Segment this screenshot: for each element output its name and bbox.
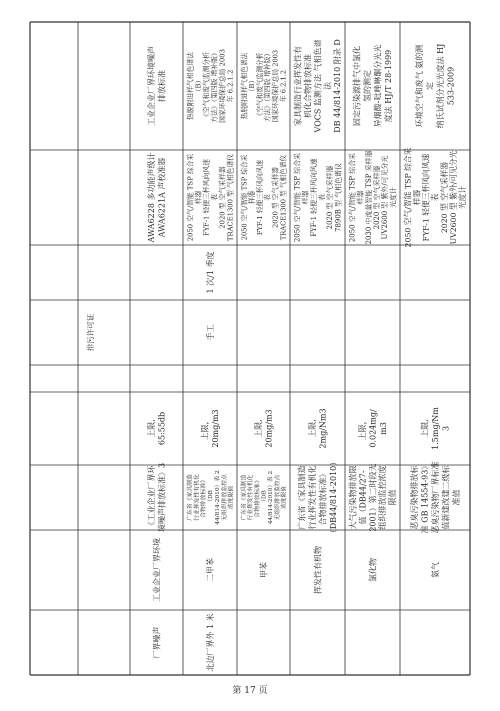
cell-pollutant — [367, 558, 377, 582]
equipment-text: 表 — [430, 193, 440, 202]
cell-equipment — [239, 154, 287, 240]
equipment-text: 样器 — [248, 190, 257, 205]
cell-analysis — [185, 49, 234, 123]
limit-text: 1.5mg/Nm — [430, 407, 440, 450]
permit-text: 排污许可证 — [86, 313, 95, 352]
analysis-text: 异烟酸-吡唑啉酮分光光 — [373, 44, 383, 128]
standard-text: 2001）第二时段无 — [368, 463, 378, 532]
standard-text: 限值 — [387, 489, 397, 506]
analysis-text: 排放标准 — [157, 70, 167, 102]
analysis-text: 年 6.2.1.2 — [279, 69, 288, 103]
analysis-text: 533-2009 — [446, 66, 456, 106]
standard-text: 组织排放监控浓度 — [378, 465, 388, 530]
equipment-text: 光度计 — [458, 185, 468, 210]
standard-text: 恶臭污染物排放标 — [409, 465, 419, 530]
standard-text: 行业挥发性有机化 — [194, 474, 201, 521]
analysis-text: 《空气和废气监测分析 — [202, 52, 211, 120]
cell-limit — [253, 409, 273, 447]
equipment-text: 表 — [318, 194, 327, 201]
analysis-text: 机化合物排放标准 — [303, 54, 313, 118]
standard-text: （DB — [261, 490, 268, 505]
analysis-text: 热脱附进样气相色谱法 — [186, 52, 195, 120]
equipment-text: AWA6221A 声校准器 — [157, 157, 167, 238]
equipment-text: 2020 型 空气采样器 — [326, 165, 335, 230]
analysis-text: DB 44/814-2010 附录 D — [332, 39, 342, 133]
equipment-text: 样器 — [194, 190, 203, 205]
cell-limit — [419, 407, 450, 450]
equipment-text: TRACE1300 型 气相色谱仪 — [226, 153, 235, 242]
standard-text: 准 GB 14554-93》 — [420, 461, 430, 534]
standard-text: 44/814-2010）表 2 — [214, 470, 221, 525]
cell-permit — [85, 313, 95, 351]
limit-text: 上限, — [308, 419, 318, 438]
standard-text: 合物排放标准》 — [201, 477, 208, 518]
equipment-text: 2050 空气/智能 TSP 综合采 — [186, 153, 195, 242]
frequency-text: 1 次/1 季度 — [205, 251, 215, 294]
equipment-text: 2050 空气/智能 TSP 综合采 — [240, 154, 249, 241]
pollutant-text: 氨气 — [430, 562, 440, 578]
standard-text: 恶臭污染物厂界标准 — [430, 461, 440, 534]
standard-text: 行业挥发性有机化 — [248, 474, 255, 521]
analysis-text: 年 6.2.1.2 — [226, 69, 235, 103]
analysis-text: 氢的测定 — [363, 70, 373, 102]
analysis-text: 《空气和废气监测分析 — [255, 52, 264, 120]
equipment-text: 光度计 — [389, 187, 398, 208]
analysis-text: 方法》（第四版 增补版） — [263, 49, 272, 123]
analysis-text: 法 — [323, 82, 333, 90]
analysis-text: 纳氏试剂分光光度法 HJ — [436, 43, 446, 129]
cell-limit — [200, 409, 221, 447]
cell-section — [151, 627, 161, 659]
cell-equipment — [185, 154, 234, 242]
equipment-text: 2020 型 空气采样器 — [439, 161, 449, 234]
analysis-text: 环境空气和废气 氨的测 — [415, 44, 425, 128]
cell-standard — [348, 463, 397, 531]
limit-text: 65:55db — [157, 411, 167, 446]
cell-limit — [146, 412, 167, 445]
limit-text: 2mg/Nm3 — [318, 408, 328, 449]
standard-text: 值（DB44/27- — [358, 470, 368, 525]
limit-text: 20mg/m3 — [264, 409, 274, 448]
cell-standard — [239, 470, 287, 524]
equipment-text: TRACE1300 型 气相色谱仪 — [279, 154, 288, 241]
limit-text: 上限， — [357, 416, 367, 441]
cell-equipment — [293, 153, 343, 242]
equipment-text: 2020 型 空气采样器 — [218, 166, 227, 229]
method-text: 手工 — [205, 324, 215, 341]
page-number: 第 17 页 — [232, 686, 268, 696]
equipment-text: 2050 空气/智能 TSP 综合采 — [403, 147, 413, 248]
section-text: 厂界噪声 — [152, 626, 162, 659]
cell-section — [205, 613, 215, 671]
standard-text: （DB44/814-2010） — [329, 457, 339, 538]
analysis-text: 固定污染源排气中氯化 — [352, 46, 362, 126]
cell-analysis — [293, 39, 342, 133]
cell-equipment — [146, 153, 167, 244]
standard-text: （DB — [208, 490, 215, 505]
equipment-text: UV2600 型 紫外/可见分光 — [381, 155, 390, 240]
pollutant-text: 挥发性有机物 — [313, 546, 323, 594]
cell-equipment — [402, 147, 467, 247]
cell-pollutant — [430, 562, 440, 578]
cell-standard — [409, 462, 461, 534]
table-cells — [85, 39, 467, 671]
cell-analysis — [414, 44, 456, 129]
equipment-text: 2050 空气/智能 TSP 综合采 — [293, 152, 302, 243]
standard-text: 《工业企业厂界环 — [147, 465, 157, 530]
equipment-text: AWA6228 多功能声级计 — [147, 152, 157, 243]
cell-pollutant — [151, 538, 161, 602]
limit-text: 0.024mg/ — [368, 409, 378, 448]
cell-equipment — [348, 151, 398, 245]
standard-text: 准值 — [451, 489, 461, 506]
equipment-text: 样器 — [301, 190, 310, 205]
standard-text: 行业挥发性有机化 — [308, 465, 318, 530]
standard-text: 境噪声排放标准》3 — [157, 462, 167, 533]
analysis-text: 家具制造行业挥发性有 — [293, 46, 303, 126]
analysis-text: 热脱附进样气相色谱法 — [240, 52, 249, 120]
equipment-text: 2020 型 空气采样器 — [271, 166, 280, 229]
section-text: 北边厂界外 1 米 — [205, 613, 215, 672]
equipment-text: 7890B 型 气相色谱仪 — [334, 163, 343, 232]
standard-text: 大气污染物排放限 — [348, 465, 358, 530]
standard-text: 合物排放标准》 — [318, 469, 328, 526]
cell-pollutant — [312, 546, 322, 594]
standard-text: 合物排放标准》 — [254, 477, 261, 518]
cell-standard — [297, 458, 339, 538]
pollutant-text: 甲苯 — [259, 562, 269, 578]
standard-text: 值新建改建二级标 — [441, 465, 451, 530]
analysis-text: 度法 HJ/T 28-1999 — [384, 49, 394, 123]
standard-text: 广东省《家具制造 — [187, 474, 194, 521]
standard-text: 44/814-2010）表 2 — [268, 470, 275, 525]
equipment-text: 样器 — [356, 190, 365, 205]
cell-pollutant — [205, 558, 215, 582]
equipment-text: 2020 型 空气采样器 — [373, 165, 382, 230]
limit-text: 上限, — [147, 419, 157, 438]
cell-pollutant — [258, 562, 268, 578]
equipment-text: 样器 — [412, 189, 422, 206]
cell-frequency — [205, 252, 215, 294]
standard-text: 广东省《家具制造 — [297, 465, 307, 530]
standard-text: 浓度限值 — [281, 486, 288, 509]
equipment-text: FYF-1 轻便三杯风向风速 — [255, 159, 264, 236]
analysis-text: 国家环境保护总局 2003 — [218, 49, 227, 123]
analysis-text: 国家环境保护总局 2003 — [271, 49, 280, 123]
analysis-text: （B） — [194, 76, 203, 96]
table-grid — [30, 22, 470, 675]
limit-text: 上限, — [254, 419, 264, 438]
analysis-text: 方法》（第四版 增补版） — [210, 49, 219, 123]
cell-method — [205, 325, 215, 341]
limit-text: 20mg/m3 — [211, 409, 221, 448]
pollutant-text: 氯化物 — [368, 558, 378, 582]
analysis-text: 定 — [425, 82, 435, 90]
limit-text: 3 — [441, 425, 451, 432]
pollutant-text: 工业企业厂界环境 — [152, 538, 162, 602]
cell-analysis — [146, 46, 167, 126]
equipment-text: 2030 中流量智能 TSP 采样器 — [364, 150, 373, 245]
standard-text: 浓度限值 — [228, 485, 235, 510]
standard-text: 无组织排放监控点 — [221, 474, 228, 521]
equipment-text: 表 — [210, 194, 219, 201]
cell-standard — [185, 470, 234, 525]
equipment-text: 表 — [263, 194, 272, 201]
analysis-text: （B） — [248, 76, 257, 96]
limit-text: m3 — [378, 422, 388, 435]
limit-text: 上限, — [420, 419, 430, 438]
equipment-text: FYF-1 轻便三杯风向风速 — [202, 159, 211, 236]
standard-text: 无组织排放监控点 — [274, 474, 281, 521]
analysis-text: 工业企业厂界环境噪声 — [147, 46, 157, 126]
cell-limit — [357, 409, 388, 448]
equipment-text: UV2600 型 紫外/可见分光 — [449, 150, 459, 245]
equipment-text: 2050 空气/智能 TSP 综合采 — [348, 152, 357, 243]
equipment-text: FYF-1 轻便三杯风向风速 — [309, 158, 318, 237]
pollutant-text: 二甲苯 — [205, 558, 215, 582]
cell-standard — [146, 463, 167, 532]
standard-text: 广东省《家具制造 — [241, 474, 248, 521]
limit-text: 上限， — [200, 416, 210, 441]
analysis-text: VOCS 监测方法 气相色谱 — [313, 39, 323, 133]
equipment-text: FYF-1 轻便三杯风向风速 — [421, 153, 431, 242]
cell-analysis — [352, 45, 394, 128]
cell-limit — [307, 408, 328, 448]
cell-analysis — [239, 50, 287, 122]
